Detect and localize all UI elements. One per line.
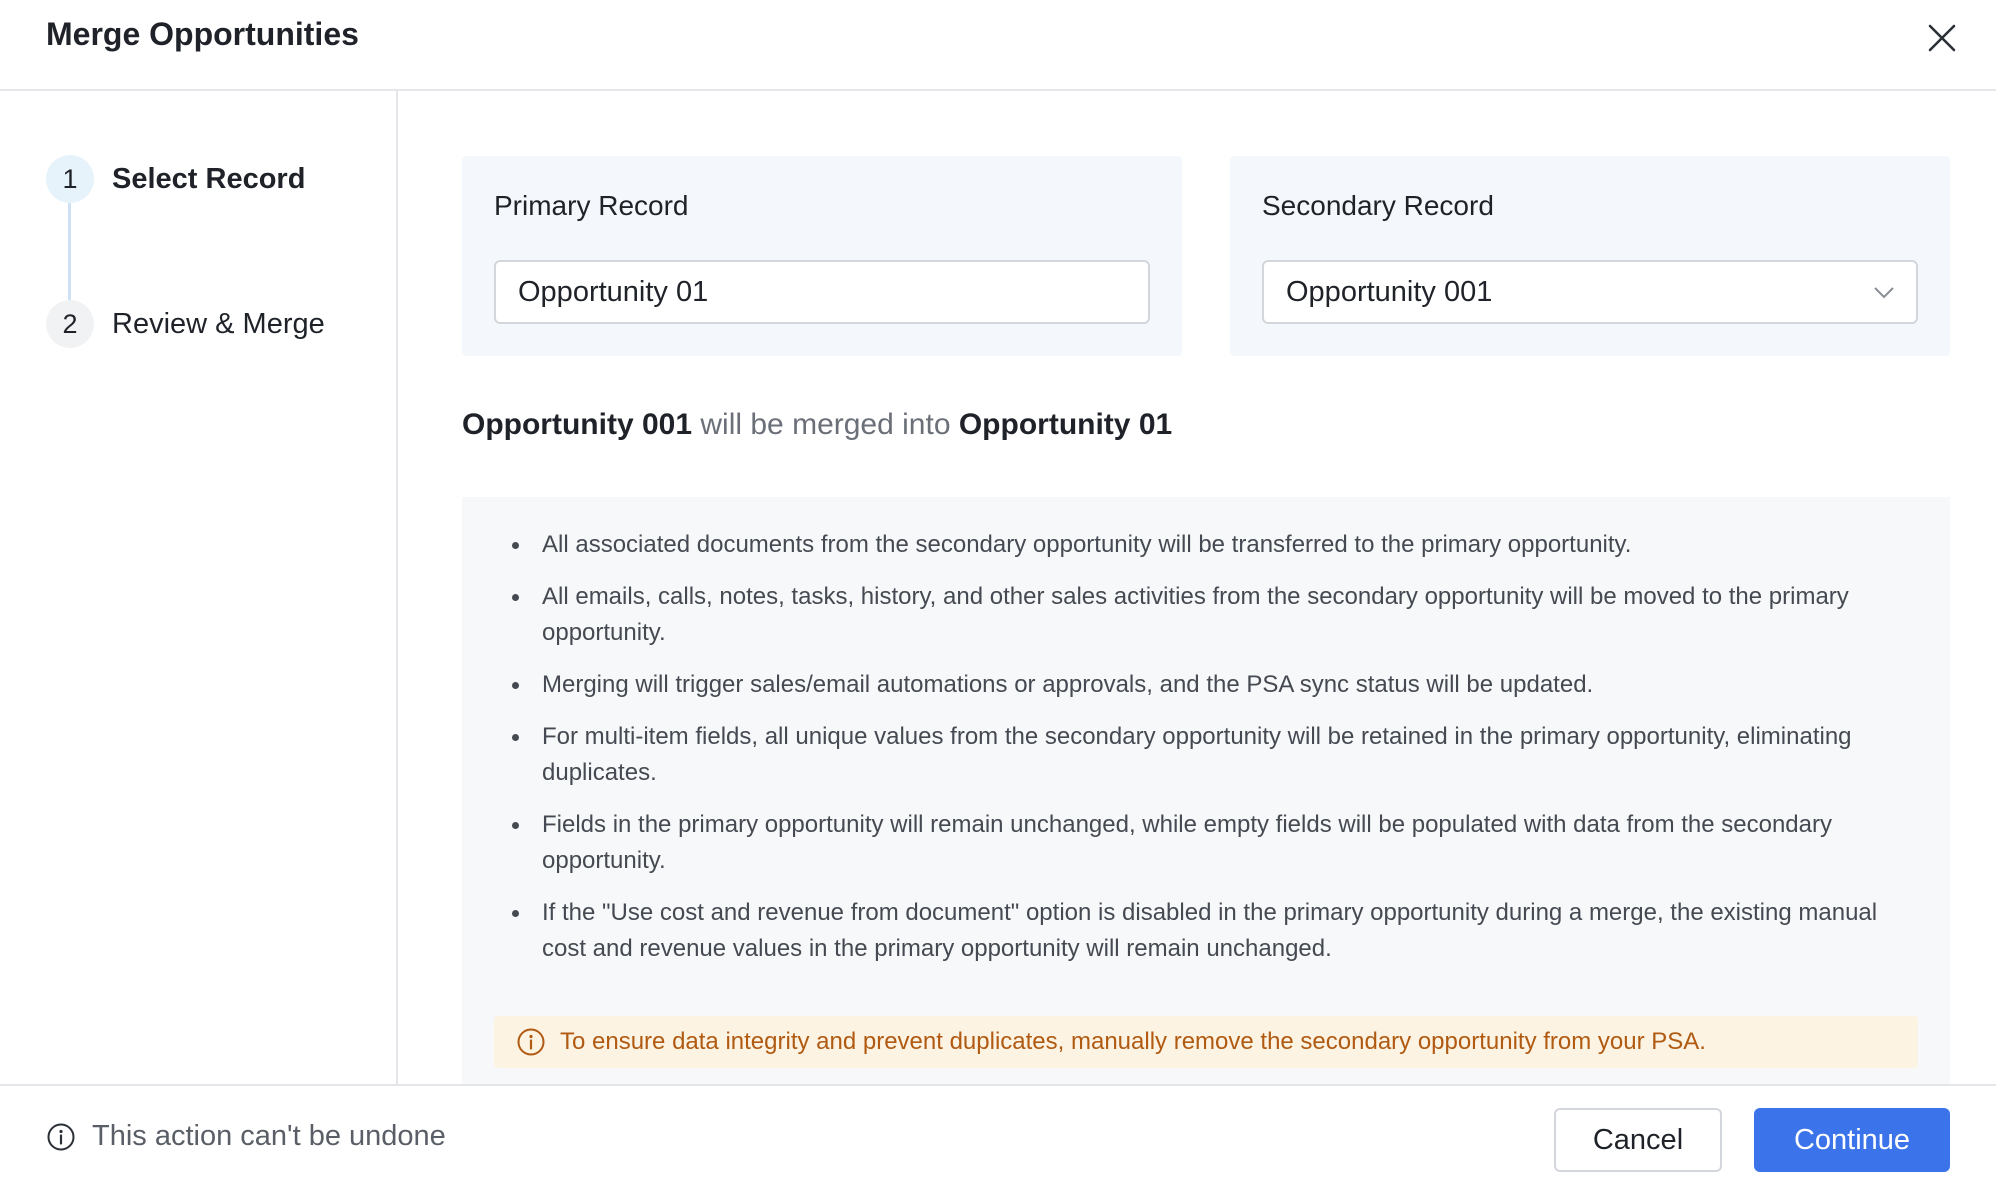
primary-record-label: Primary Record xyxy=(494,190,689,221)
info-circle-icon xyxy=(516,1027,546,1057)
primary-record-card xyxy=(462,156,1182,356)
list-item: If the "Use cost and revenue from document" option is disabled in the primary opportunity during a merge, the existing manual cost and revenue values in the primary opportunity will remain unchanged. xyxy=(502,895,1922,967)
step-number: 1 xyxy=(46,155,94,203)
info-circle-icon xyxy=(46,1122,76,1152)
undo-warning-text: This action can't be undone xyxy=(92,1120,446,1152)
undo-warning xyxy=(46,1120,446,1153)
merge-target: Opportunity 01 xyxy=(958,408,1173,441)
step-label: Review & Merge xyxy=(112,307,325,340)
merge-info-box xyxy=(462,497,1950,1084)
secondary-record-select[interactable] xyxy=(1262,260,1918,324)
close-button[interactable] xyxy=(1920,16,1964,60)
warning-text: To ensure data integrity and prevent duplicates, manually remove the secondary opportunity from your PSA. xyxy=(560,1028,1706,1055)
cancel-button[interactable]: Cancel xyxy=(1554,1108,1722,1172)
secondary-record-value: Opportunity 001 xyxy=(1286,275,1493,308)
step-label: Select Record xyxy=(112,162,306,195)
psa-warning-banner xyxy=(494,1016,1918,1068)
step-select-record[interactable] xyxy=(46,155,305,203)
list-item: For multi-item fields, all unique values from the secondary opportunity will be retained in the primary opportunity, eliminating duplicates. xyxy=(502,719,1922,791)
close-icon xyxy=(1926,22,1958,54)
secondary-record-label: Secondary Record xyxy=(1262,190,1494,221)
list-item: Fields in the primary opportunity will remain unchanged, while empty fields will be populated with data from the secondary opportunity. xyxy=(502,807,1922,879)
continue-button[interactable]: Continue xyxy=(1754,1108,1950,1172)
merge-notes-list xyxy=(502,527,1922,983)
merge-summary xyxy=(462,408,1172,442)
chevron-down-icon xyxy=(1872,280,1896,304)
list-item: All associated documents from the secondary opportunity will be transferred to the primary opportunity. xyxy=(502,527,1922,563)
primary-record-field[interactable]: Opportunity 01 xyxy=(494,260,1150,324)
dialog-header xyxy=(0,0,1996,91)
merge-connector: will be merged into xyxy=(700,408,951,441)
list-item: All emails, calls, notes, tasks, history, and other sales activities from the secondary opportunity will be moved to the primary opportunity. xyxy=(502,579,1922,651)
merge-source: Opportunity 001 xyxy=(462,408,693,441)
dialog-footer xyxy=(0,1084,1996,1190)
secondary-record-card xyxy=(1230,156,1950,356)
stepper-sidebar xyxy=(0,91,398,1084)
step-connector xyxy=(68,200,71,308)
dialog-title: Merge Opportunities xyxy=(46,16,359,52)
step-review-merge[interactable] xyxy=(46,300,325,348)
list-item: Merging will trigger sales/email automations or approvals, and the PSA sync status will be updated. xyxy=(502,667,1922,703)
step-number: 2 xyxy=(46,300,94,348)
